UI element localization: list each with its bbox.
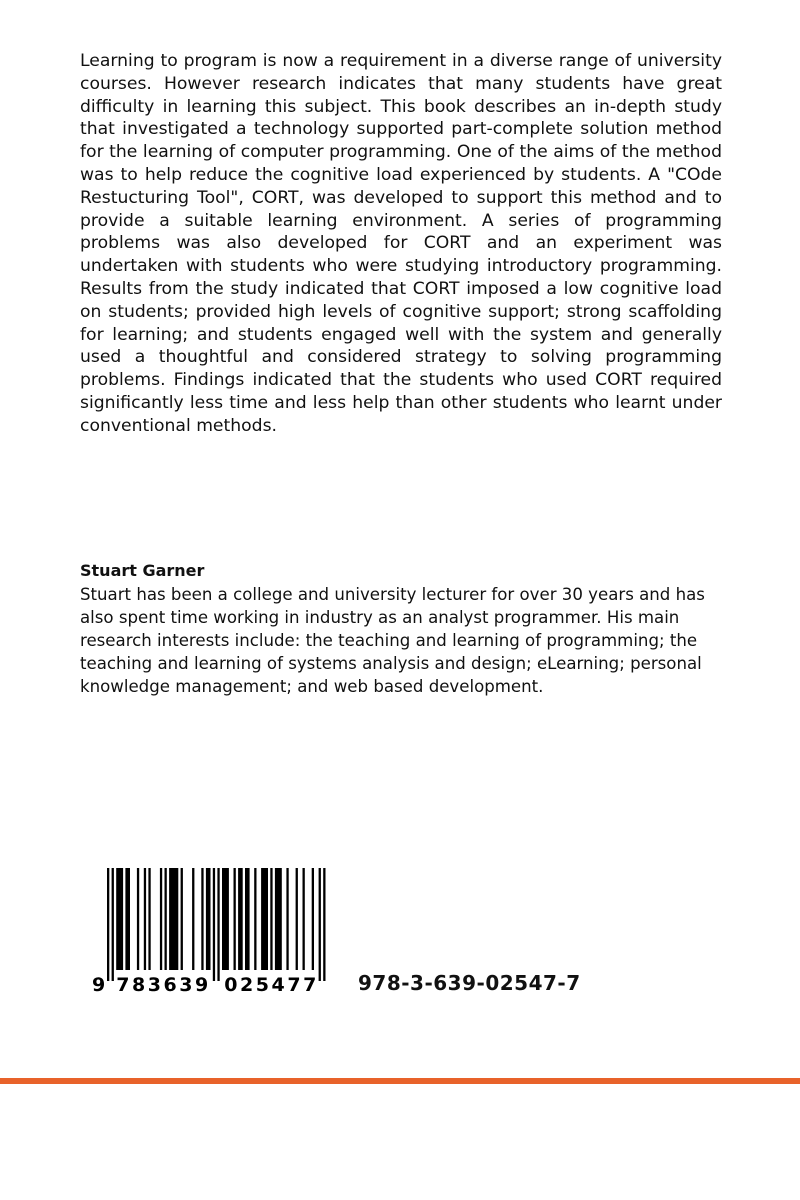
barcode-bar: [112, 868, 114, 981]
barcode-bar: [192, 868, 194, 970]
barcode-bar: [303, 868, 305, 970]
barcode-bar: [261, 868, 268, 970]
barcode-bar: [222, 868, 229, 970]
barcode-bar: [169, 868, 178, 970]
barcode-bar: [238, 868, 243, 970]
barcode-bar: [148, 868, 150, 970]
barcode-bar: [270, 868, 272, 970]
barcode-bar: [319, 868, 321, 981]
barcode: [92, 868, 342, 998]
barcode-bar: [144, 868, 146, 970]
barcode-bar: [201, 868, 203, 970]
book-abstract: Learning to program is now a requirement in a diverse range of university courses. However research indicates that many students have great difficulty in learning this subject. This book describes an in-depth study that investigated a technology supported part-complete solution method for the learning of computer programming. One of the aims of the method was to help reduce the cognitive load experienced by students. A "COde Restucturing Tool", CORT, was developed to support this method and to provide a suitable learning environment. A series of programming problems was also developed for CORT and an experiment was undertaken with students who were studying introductory programming. Results from the study indicated that CORT imposed a low cognitive load on students; provided high levels of cognitive support; strong scaffolding for learning; and students engaged well with the system and generally used a thoughtful and considered strategy to solving programming problems. Findings indicated that the students who used CORT required significantly less time and less help than other students who learnt under conventional methods.: [80, 51, 722, 436]
barcode-bar: [312, 868, 314, 970]
barcode-bar: [107, 868, 109, 981]
barcode-bar: [217, 868, 219, 981]
barcode-bar: [125, 868, 130, 970]
barcode-digits-left: 783639: [116, 974, 209, 996]
barcode-digit-first: 9: [92, 974, 106, 996]
barcode-bar: [234, 868, 236, 970]
barcode-bar: [181, 868, 183, 970]
barcode-bar: [245, 868, 250, 970]
author-section: [80, 560, 722, 698]
barcode-bars: [107, 868, 326, 981]
barcode-bar: [296, 868, 298, 970]
barcode-bar: [206, 868, 211, 970]
barcode-bar: [165, 868, 167, 970]
author-name: Stuart Garner: [80, 561, 205, 580]
barcode-bar: [160, 868, 162, 970]
barcode-bar: [116, 868, 123, 970]
barcode-bar: [286, 868, 288, 970]
barcode-bar: [323, 868, 325, 981]
barcode-bar: [254, 868, 256, 970]
barcode-digits-right: 025477: [224, 974, 317, 996]
isbn-number: 978-3-639-02547-7: [358, 971, 581, 995]
barcode-bar: [275, 868, 282, 970]
isbn-barcode-block: [92, 868, 581, 998]
accent-divider: [0, 1078, 800, 1084]
barcode-bar: [137, 868, 139, 970]
barcode-bar: [213, 868, 215, 981]
author-bio: Stuart has been a college and university lecturer for over 30 years and has also spent time working in industry as an analyst programmer. His main research interests include: the teaching and learning of programming; the teaching and learning of systems analysis and design; eLearning; personal knowledge management; and web based development.: [80, 584, 705, 696]
